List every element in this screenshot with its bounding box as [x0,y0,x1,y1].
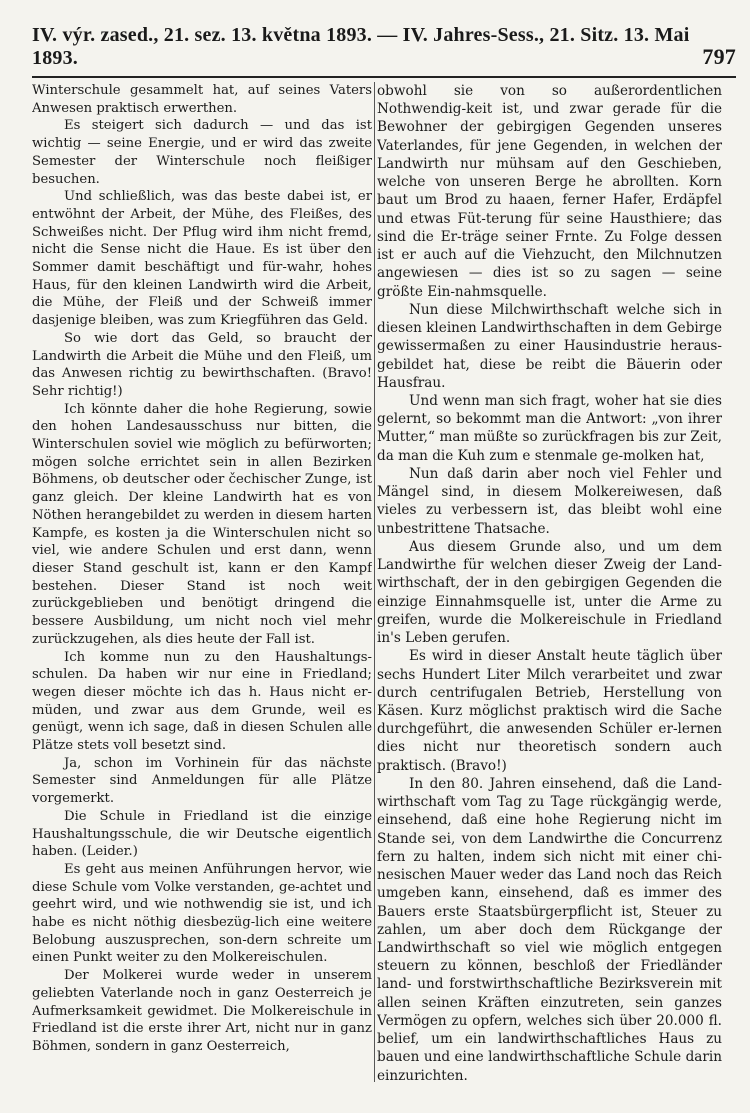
paragraph: So wie dort das Geld, so braucht der Landwirth die Arbeit die Mühe und den Fleiß, um das Anwesen richtig zu bewirthschaften. (Bravo! Sehr richtig!) [32,330,372,399]
paragraph: obwohl sie von so außerordentlichen Nothwendig-keit ist, und zwar gerade für die Bewohner der gebirgigen Gegenden unseres Vaterlandes, für jene Gegenden, in welchen der Landwirth nur mühsam auf den Geschieben, welche von unseren Berge he abrollten. Korn baut um Brod zu haaen, ferner Hafer, Erdäpfel und etwas Füt-terung für seine Hausthiere; das sind die Er-träge seiner Frnte. Zu Folge dessen ist er auch auf die Viehzucht, den Milchnutzen angewiesen — dies ist so zu sagen — seine größte Ein-nahmsquelle. [377,83,722,300]
paragraph: Es wird in dieser Anstalt heute täglich über sechs Hundert Liter Milch verarbeitet und zwar durch centrifugalen Betrieb, Herstellung von Käsen. Kurz möglichst praktisch wird die Sache durchgeführt, die anwesenden Schüler er-lernen dies nicht nur theoretisch sondern auch praktisch. (Bravo!) [377,648,722,774]
header-rule [32,76,736,78]
header-session-info: IV. výr. zased., 21. sez. 13. května 1893. — IV. Jahres-Sess., 21. Sitz. 13. Mai 1893. [32,24,690,69]
right-column [377,82,722,1092]
page-number: 797 [702,44,736,69]
paragraph: Ja, schon im Vorhinein für das nächste Semester sind Anmeldungen für alle Plätze vorgemerkt. [32,755,372,807]
paragraph: Es geht aus meinen Anführungen hervor, wie diese Schule vom Volke verstanden, ge-achtet und geehrt wird, und wie nothwendig sie ist, und ich habe es nicht nöthig diesbezüg-lich eine weitere Belobung auszusprechen, son-dern schreite um einen Punkt weiter zu den Molkereischulen. [32,861,372,966]
paragraph: In den 80. Jahren einsehend, daß die Land-wirthschaft vom Tag zu Tage rückgängig werde, einsehend, daß eine hohe Regierung nicht im Stande sei, von dem Landwirthe die Concurrenz fern zu halten, indem sich nicht mit einer chi-nesischen Mauer weder das Land noch das Reich umgeben kann, einsehend, daß es immer des Bauers erste Staatsbürgerpflicht ist, Steuer zu zahlen, um aber doch dem Rückgange der Landwirthschaft so viel wie möglich entgegen steuern zu können, beschloß der Friedländer land- und forstwirthschaftliche Bezirksverein mit allen seinen Kräften einzutreten, sein ganzes Vermögen zu opfern, welches sich über 20.000 fl. belief, um ein landwirthschaftliches Haus zu bauen und eine landwirthschaftliche Schule darin einzurichten. [377,775,722,1084]
page-header [32,24,736,70]
paragraph: Winterschule gesammelt hat, auf seines Vaters Anwesen praktisch erwerthen. [32,83,372,116]
paragraph: Der Molkerei wurde weder in unserem geliebten Vaterlande noch in ganz Oesterreich je Aufmerksamkeit gewidmet. Die Molkereischule in Friedland ist die erste ihrer Art, nicht nur in ganz Böhmen, sondern in ganz Oesterreich, [32,968,372,1054]
column-divider [374,82,375,1082]
paragraph: Es steigert sich dadurch — und das ist wichtig — seine Energie, und er wird das zweite Semester der Winterschule noch fleißiger besuchen. [32,118,372,187]
paragraph: Aus diesem Grunde also, und um dem Landwirthe für welchen dieser Zweig der Land-wirthschaft, der in den gebirgigen Gegenden die einzige Einnahmsquelle ist, unter die Arme zu greifen, wurde die Molkereischule in Friedland in's Leben gerufen. [377,538,722,647]
paragraph: Ich komme nun zu den Haushaltungs-schulen. Da haben wir nur eine in Friedland; wegen dieser möchte ich das h. Haus nicht er-müden, und zwar aus dem Grunde, weil es genügt, wenn ich sage, daß in diesen Schulen alle Plätze stets voll besetzt sind. [32,649,372,754]
paragraph: Und wenn man sich fragt, woher hat sie dies gelernt, so bekommt man die Antwort: „von ihrer Mutter,“ man müßte so zurückfragen bis zur Zeit, da man die Kuh zum e stenmale ge-molken hat, [377,392,722,464]
paragraph: Nun diese Milchwirthschaft welche sich in diesen kleinen Landwirthschaften in dem Gebirge gewissermaßen zu einer Hausindustrie heraus-gebildet hat, diese be reibt die Bäuerin oder Hausfrau. [377,301,722,391]
left-column [32,82,372,1092]
paragraph: Die Schule in Friedland ist die einzige Haushaltungsschule, die wir Deutsche eigentlich haben. (Leider.) [32,808,372,860]
paragraph: Nun daß darin aber noch viel Fehler und Mängel sind, in diesem Molkereiwesen, daß vieles zu verbessern ist, das bleibt wohl eine unbestrittene Thatsache. [377,465,722,537]
paragraph: Ich könnte daher die hohe Regierung, sowie den hohen Landesausschuss nur bitten, die Winterschulen soviel wie möglich zu befürworten; mögen solche errichtet sein in allen Bezirken Böhmens, ob deutscher oder čechischer Zunge, ist ganz gleich. Der kleine Landwirth hat es von Nöthen herangebildet zu werden in diesem harten Kampfe, es kosten ja die Winterschulen nicht so viel, wie andere Schulen und erst dann, wenn dieser Stand geschult ist, kann er den Kampf bestehen. Dieser Stand ist noch weit zurückgeblieben und benötigt dringend die bessere Ausbildung, um nicht noch viel mehr zurückzugehen, als dies heute der Fall ist. [32,401,372,647]
paragraph: Und schließlich, was das beste dabei ist, er entwöhnt der Arbeit, der Mühe, des Fleißes, des Schweißes nicht. Der Pflug wird ihm nicht fremd, nicht die Sense nicht die Haue. Es ist über den Sommer damit beschäftigt und für-wahr, hohes Haus, für den kleinen Landwirth wird die Arbeit, die Mühe, der Fleiß und der Schweiß immer dasjenige bleiben, was zum Kriegführen das Geld. [32,189,372,329]
